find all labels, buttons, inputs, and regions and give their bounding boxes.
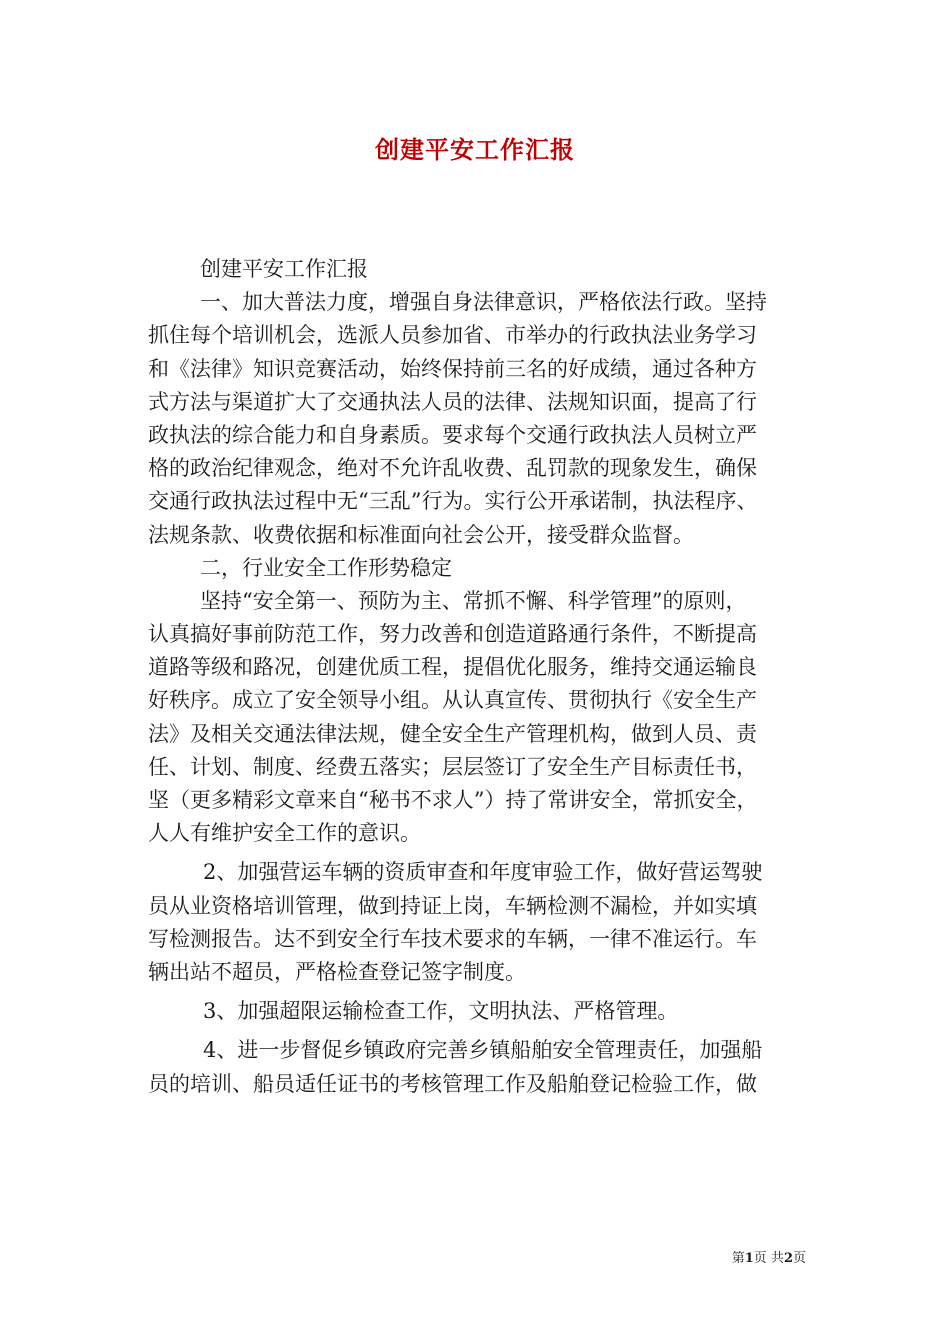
text-line: 式方法与渠道扩大了交通执法人员的法律、法规知识面，提高了行	[148, 389, 757, 414]
text-line: 员的培训、船员适任证书的考核管理工作及船舶登记检验工作，做	[148, 1071, 757, 1096]
text-line: 法》及相关交通法律法规，健全安全生产管理机构，做到人员、责	[148, 721, 757, 746]
text-line: 一、加大普法力度，增强自身法律意识，严格依法行政。坚持	[200, 290, 767, 315]
page-label-prefix: 第	[731, 1251, 745, 1266]
text-line: 2、加强营运车辆的资质审查和年度审验工作，做好营运驾驶	[203, 860, 763, 885]
text-line: 交通行政执法过程中无“三乱”行为。实行公开承诺制，执法程序、	[148, 489, 758, 514]
page-number	[732, 1247, 806, 1266]
text-line: 政执法的综合能力和自身素质。要求每个交通行政执法人员树立严	[148, 422, 757, 447]
text-line: 坚（更多精彩文章来自“秘书不求人”）持了常讲安全，常抓安全，	[148, 788, 758, 812]
text-line: 人人有维护安全工作的意识。	[148, 821, 421, 846]
text-line: 坚持“安全第一、预防为主、常抓不懈、科学管理”的原则，	[200, 588, 747, 613]
total-pages: 2	[783, 1251, 793, 1266]
text-line: 写检测报告。达不到安全行车技术要求的车辆，一律不准运行。车	[148, 926, 757, 951]
document-body	[148, 253, 808, 1101]
text-line: 认真搞好事前防范工作，努力改善和创造道路通行条件，不断提高	[148, 622, 757, 647]
text-line: 法规条款、收费依据和标准面向社会公开，接受群众监督。	[148, 522, 694, 547]
document-title: 创建平安工作汇报	[375, 135, 575, 164]
current-page: 1	[744, 1251, 754, 1266]
text-line: 道路等级和路况，创建优质工程，提倡优化服务，维持交通运输良	[148, 655, 757, 680]
section-heading: 二，行业安全工作形势稳定	[200, 555, 452, 580]
text-line: 格的政治纪律观念，绝对不允许乱收费、乱罚款的现象发生，确保	[148, 456, 757, 481]
text-line: 好秩序。成立了安全领导小组。从认真宣传、贯彻执行《安全生产	[148, 688, 757, 713]
text-line: 辆出站不超员，严格检查登记签字制度。	[148, 959, 526, 984]
text-line: 4、进一步督促乡镇政府完善乡镇船舶安全管理责任，加强船	[203, 1038, 763, 1063]
page-label-suffix: 页	[792, 1251, 806, 1266]
text-line: 和《法律》知识竞赛活动，始终保持前三名的好成绩，通过各种方	[148, 356, 757, 381]
page-label-middle: 页 共	[753, 1251, 784, 1266]
text-line: 抓住每个培训机会，选派人员参加省、市举办的行政执法业务学习	[148, 323, 757, 348]
text-line: 3、加强超限运输检查工作，文明执法、严格管理。	[203, 999, 679, 1024]
text-line: 任、计划、制度、经费五落实；层层签订了安全生产目标责任书，	[148, 754, 757, 779]
paragraph-heading: 创建平安工作汇报	[200, 257, 368, 281]
text-line: 员从业资格培训管理，做到持证上岗，车辆检测不漏检，并如实填	[148, 893, 757, 918]
